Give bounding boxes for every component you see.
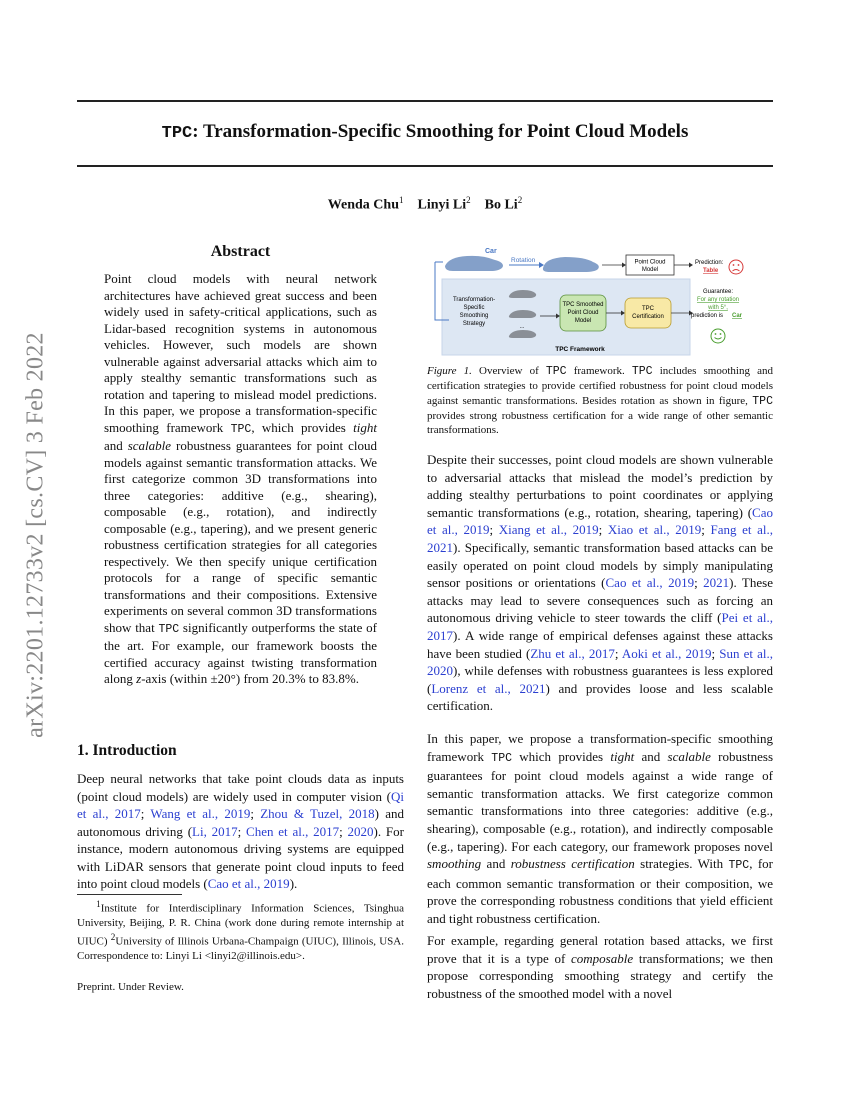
author-list: Wenda Chu$^1$ Linyi Li$^2$ Bo Li$^2$ [327, 195, 523, 213]
framework-label: TPC Framework [555, 346, 605, 353]
paper-title: TPC: Transformation-Specific Smoothing for Point Cloud Models [161, 121, 689, 143]
citation-link[interactable]: Xiao et al., 2019 [607, 522, 702, 538]
citation-link[interactable]: 2020 [347, 823, 374, 839]
svg-text:Transformation-: Transformation- [452, 297, 496, 303]
figure-1-caption: Figure 1. Overview of TPC framework. TPC includes smoothing and certification strategies to provide certified robustness for point cloud models against semantic transformations. Besides rotation as shown in figure, TPC provides strong robustness certification for a wide range of other semantic transformations. [427, 365, 773, 437]
svg-text:TPC: TPC [642, 306, 654, 312]
author-name: Wenda Chu [327, 197, 399, 213]
svg-text:TPC Smoothed: TPC Smoothed [562, 302, 604, 308]
svg-text:Specific: Specific [463, 305, 485, 311]
svg-text:For any rotation: For any rotation [696, 297, 740, 303]
citation-link[interactable]: Aoki et al., 2019 [621, 645, 712, 661]
body-paragraph: Despite their successes, point cloud models are shown vulnerable to adversarial attacks that mislead the model’s prediction by adding stealthy perturbations to point coordinates or applying semantic transformations (e.g., rotation, shearing, tapering) (Cao et al., 2019; Xiang et al., 2019; Xiao et al., 2019; Fang et al., 2021). Specifically, semantic transformation based attacks can be easily operated on point cloud models by simply manipulating sensor positions or orientations (Cao et al., 2019; 2021). These attacks may lead to severe consequences such as forcing an autonomous driving vehicle to steer towards the cliff (Pei et al., 2017). A wide range of empirical defenses against these attacks have been studied (Zhu et al., 2017; Aoki et al., 2019; Sun et al., 2020), while defenses with robustness guarantees is less explored (Lorenz et al., 2021) and provides loose and less scalable certification. [427, 452, 773, 714]
body-paragraph: For example, regarding general rotation based attacks, we first prove that it is a type of composable transformations; we then propose corresponding smoothing strategy and certify the robustness of the smoothed model with a novel [427, 933, 774, 1001]
svg-text:Smoothing: Smoothing [459, 313, 489, 319]
author-name: Linyi Li [417, 197, 467, 213]
footnote: $^1$Institute for Interdisciplinary Information Sciences, Tsinghua University, Beijing, P. R. China (work done during remote internship at UIUC) $^2$University of Illinois Urbana-Champaign (UIUC), Illinois, USA. Correspondence to: Linyi Li <linyi2@illinois.edu>. [77, 899, 404, 963]
car-label: Car [485, 248, 497, 255]
guarantee-label: Guarantee: [702, 289, 734, 295]
prediction-value: Table [703, 268, 719, 274]
arxiv-side-label: arXiv:2201.12733v2 [cs.CV] 3 Feb 2022 [22, 332, 49, 738]
abstract-body: Point cloud models with neural network architectures have achieved great success and been widely used in safety-critical applications, such as Lidar-based recognition systems in autonomous vehicles. However, such models are shown vulnerable against adversarial attacks which aim to apply stealthy semantic transformations such as rotation and tapering to mislead model predictions. In this paper, we propose a transformation-specific smoothing framework TPC, which provides tight and scalable robustness guarantees for point cloud models against semantic transformation attacks. We first categorize common 3D transformations into three categories: additive (e.g., shearing), composable (e.g., rotation), and indirectly composable (e.g., tapering), and we present generic robustness certification strategies for all categories respectively. We then specify unique certification protocols for a range of specific semantic transformations and their compositions. Extensive experiments on several common 3D transformations show that TPC significantly outperforms the state of the art. For example, our framework boosts the certified accuracy against twisting transformation along z-axis (within ±20°) from 20.3% to 83.8%. [104, 271, 377, 686]
citation-link[interactable]: Lorenz et al., 2021 [431, 680, 546, 696]
rotation-label: Rotation [511, 257, 536, 264]
citation-link[interactable]: Cao et al., 2019 [207, 876, 290, 891]
title-top-rule [77, 100, 773, 102]
car-rotated-icon [543, 257, 599, 272]
citation-link[interactable]: Fang et al., 2021 [427, 522, 773, 555]
svg-text:Point Cloud: Point Cloud [567, 310, 599, 316]
section-heading-introduction: 1. Introduction [77, 742, 177, 759]
svg-text:Point Cloud: Point Cloud [634, 259, 666, 266]
citation-link[interactable]: Chen et al., 2017 [246, 823, 340, 839]
car-icon [445, 256, 503, 271]
citation-link[interactable]: Cao et al., 2019 [605, 575, 695, 591]
svg-text:prediction is: prediction is [690, 313, 724, 319]
svg-text:...: ... [519, 324, 525, 330]
body-paragraph: In this paper, we propose a transformation-specific smoothing framework TPC which provides tight and scalable robustness guarantees for point cloud models against a wide range of semantic transformation attacks. We first categorize common semantic transformations into three categories: additive (e.g., shearing), composable (e.g., rotation), and indirectly composable (e.g., tapering). For each category, our framework proposes novel smoothing and robustness certification strategies. With TPC, for each common semantic transformation or their composition, we prove the corresponding robustness conditions that yield efficient and tight robustness certification. [427, 731, 773, 926]
citation-link[interactable]: Wang et al., 2019 [150, 806, 251, 821]
citation-link[interactable]: Zhu et al., 2017 [530, 645, 615, 661]
certification-box [625, 298, 671, 328]
svg-text:Car: Car [732, 313, 743, 319]
svg-text:Strategy: Strategy [462, 321, 486, 327]
svg-text:Model: Model [641, 267, 659, 273]
citation-link[interactable]: Qi et al., 2017 [77, 788, 404, 821]
citation-link[interactable]: Pei et al., 2017 [427, 610, 773, 643]
citation-link[interactable]: Xiang et al., 2019 [498, 522, 599, 538]
abstract-heading: Abstract [210, 243, 271, 260]
citation-link[interactable]: 2021 [703, 575, 730, 591]
title-bottom-rule [77, 165, 773, 167]
citation-link[interactable]: Cao et al., 2019 [427, 504, 773, 538]
svg-text:with 5°,: with 5°, [708, 305, 728, 311]
citation-link[interactable]: Zhou & Tuzel, 2018 [260, 806, 375, 821]
citation-link[interactable]: Li, 2017 [192, 823, 238, 839]
sad-face-icon [729, 260, 743, 274]
figure-1-diagram [427, 240, 773, 358]
svg-text:Certification: Certification [632, 314, 664, 320]
happy-face-icon [711, 329, 725, 343]
preprint-note: Preprint. Under Review. [77, 981, 184, 993]
prediction-label: Prediction: [695, 260, 724, 266]
intro-paragraph: Deep neural networks that take point clouds data as inputs (point cloud models) are widely used in computer vision (Qi et al., 2017; Wang et al., 2019; Zhou & Tuzel, 2018) and autonomous driving (Li, 2017; Chen et al., 2017; 2020). For instance, modern autonomous driving systems are equipped with LiDAR sensors that generate point cloud inputs to feed into point cloud models (Cao et al., 2019). [77, 771, 404, 891]
author-name: Bo Li [484, 197, 518, 213]
svg-text:Model: Model [574, 318, 592, 324]
footnote-rule [77, 894, 182, 895]
citation-link[interactable]: Sun et al., 2020 [427, 645, 773, 679]
